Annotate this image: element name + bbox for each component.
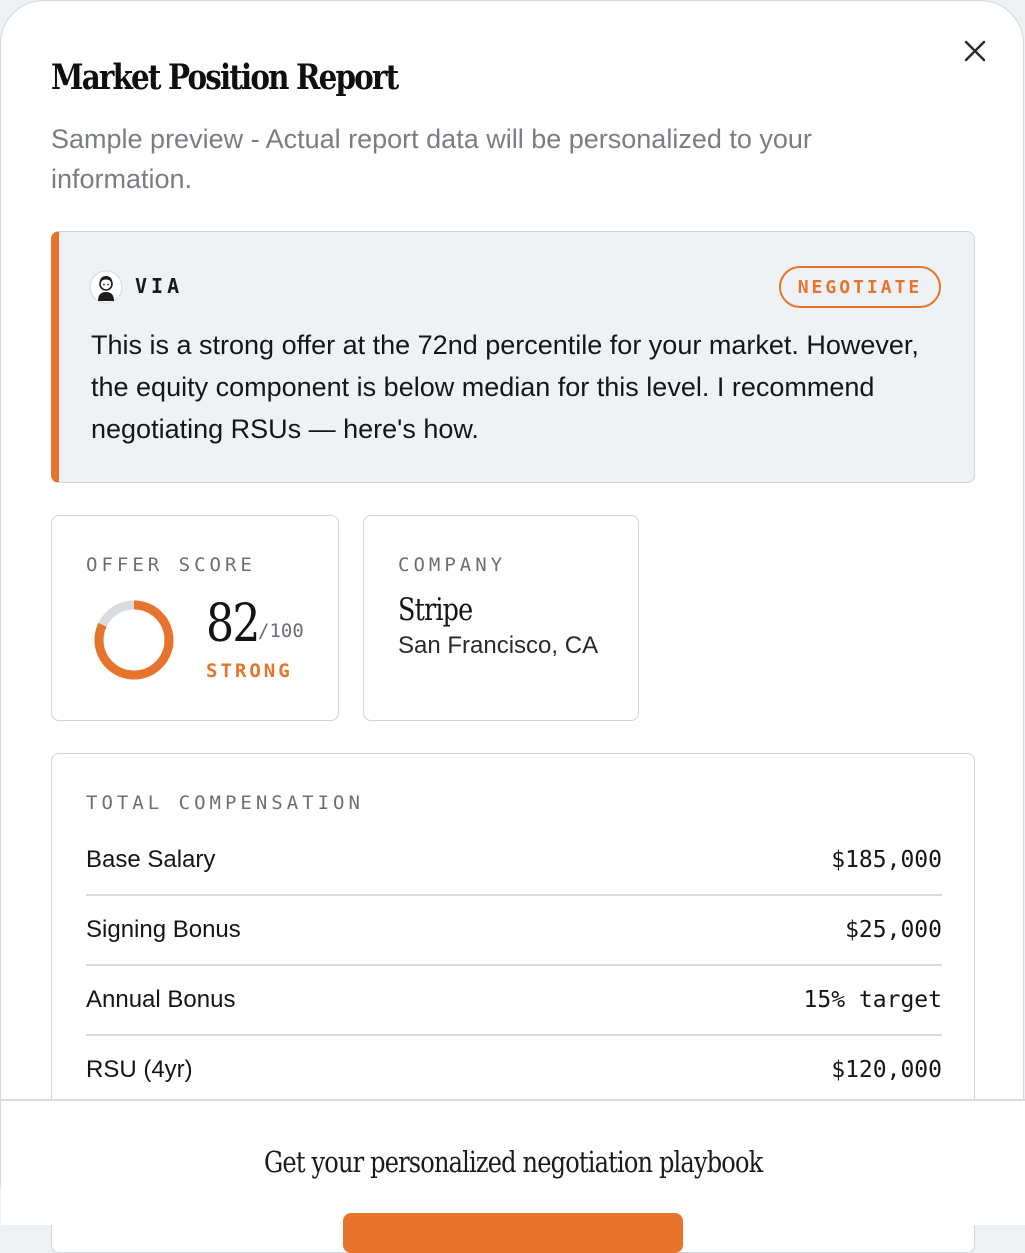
company-name: Stripe (398, 592, 473, 628)
compensation-item: Signing Bonus (86, 916, 241, 943)
compensation-amount: $185,000 (831, 847, 942, 873)
offer-score-rating: STRONG (206, 660, 293, 682)
compensation-row (86, 896, 942, 966)
get-playbook-button[interactable] (343, 1213, 683, 1253)
footer-cta-text-label: Get your personalized negotiation playbook (263, 1145, 763, 1179)
compensation-amount: $120,000 (831, 1057, 942, 1083)
negotiate-badge[interactable]: NEGOTIATE (779, 266, 941, 308)
company-card (363, 515, 639, 721)
report-scroll-area[interactable] (1, 1, 1025, 1083)
footer-cta-text (1, 1145, 1025, 1179)
compensation-item: Base Salary (86, 846, 216, 873)
offer-score-card (51, 515, 339, 721)
advisor-name: VIA (135, 274, 184, 298)
page-title: Market Position Report (51, 57, 398, 98)
compensation-item: RSU (4yr) (86, 1056, 193, 1083)
company-label: COMPANY (398, 554, 507, 576)
advisor-card (51, 231, 975, 483)
offer-score-max: /100 (258, 620, 304, 642)
close-button[interactable] (957, 33, 993, 69)
advisor-message: This is a strong offer at the 72nd percentile for your market. However, the equity component is below median for this level. I recommend negotiating RSUs — here's how. (91, 330, 919, 444)
offer-score-label: OFFER SCORE (86, 554, 256, 576)
compensation-table (86, 826, 942, 1106)
compensation-amount: $25,000 (845, 917, 942, 943)
footer (1, 1099, 1025, 1225)
compensation-label: TOTAL COMPENSATION (86, 792, 364, 814)
offer-score-ring (90, 596, 178, 684)
page-subtitle: Sample preview - Actual report data will be personalized to your information. (51, 124, 812, 194)
compensation-row (86, 1036, 942, 1106)
compensation-item: Annual Bonus (86, 986, 236, 1013)
close-icon (963, 39, 987, 63)
advisor-avatar-icon (89, 270, 123, 304)
compensation-amount: 15% target (803, 987, 942, 1013)
company-location: San Francisco, CA (398, 632, 599, 659)
compensation-row (86, 826, 942, 896)
offer-score-value: 82 (206, 594, 259, 654)
compensation-row (86, 966, 942, 1036)
